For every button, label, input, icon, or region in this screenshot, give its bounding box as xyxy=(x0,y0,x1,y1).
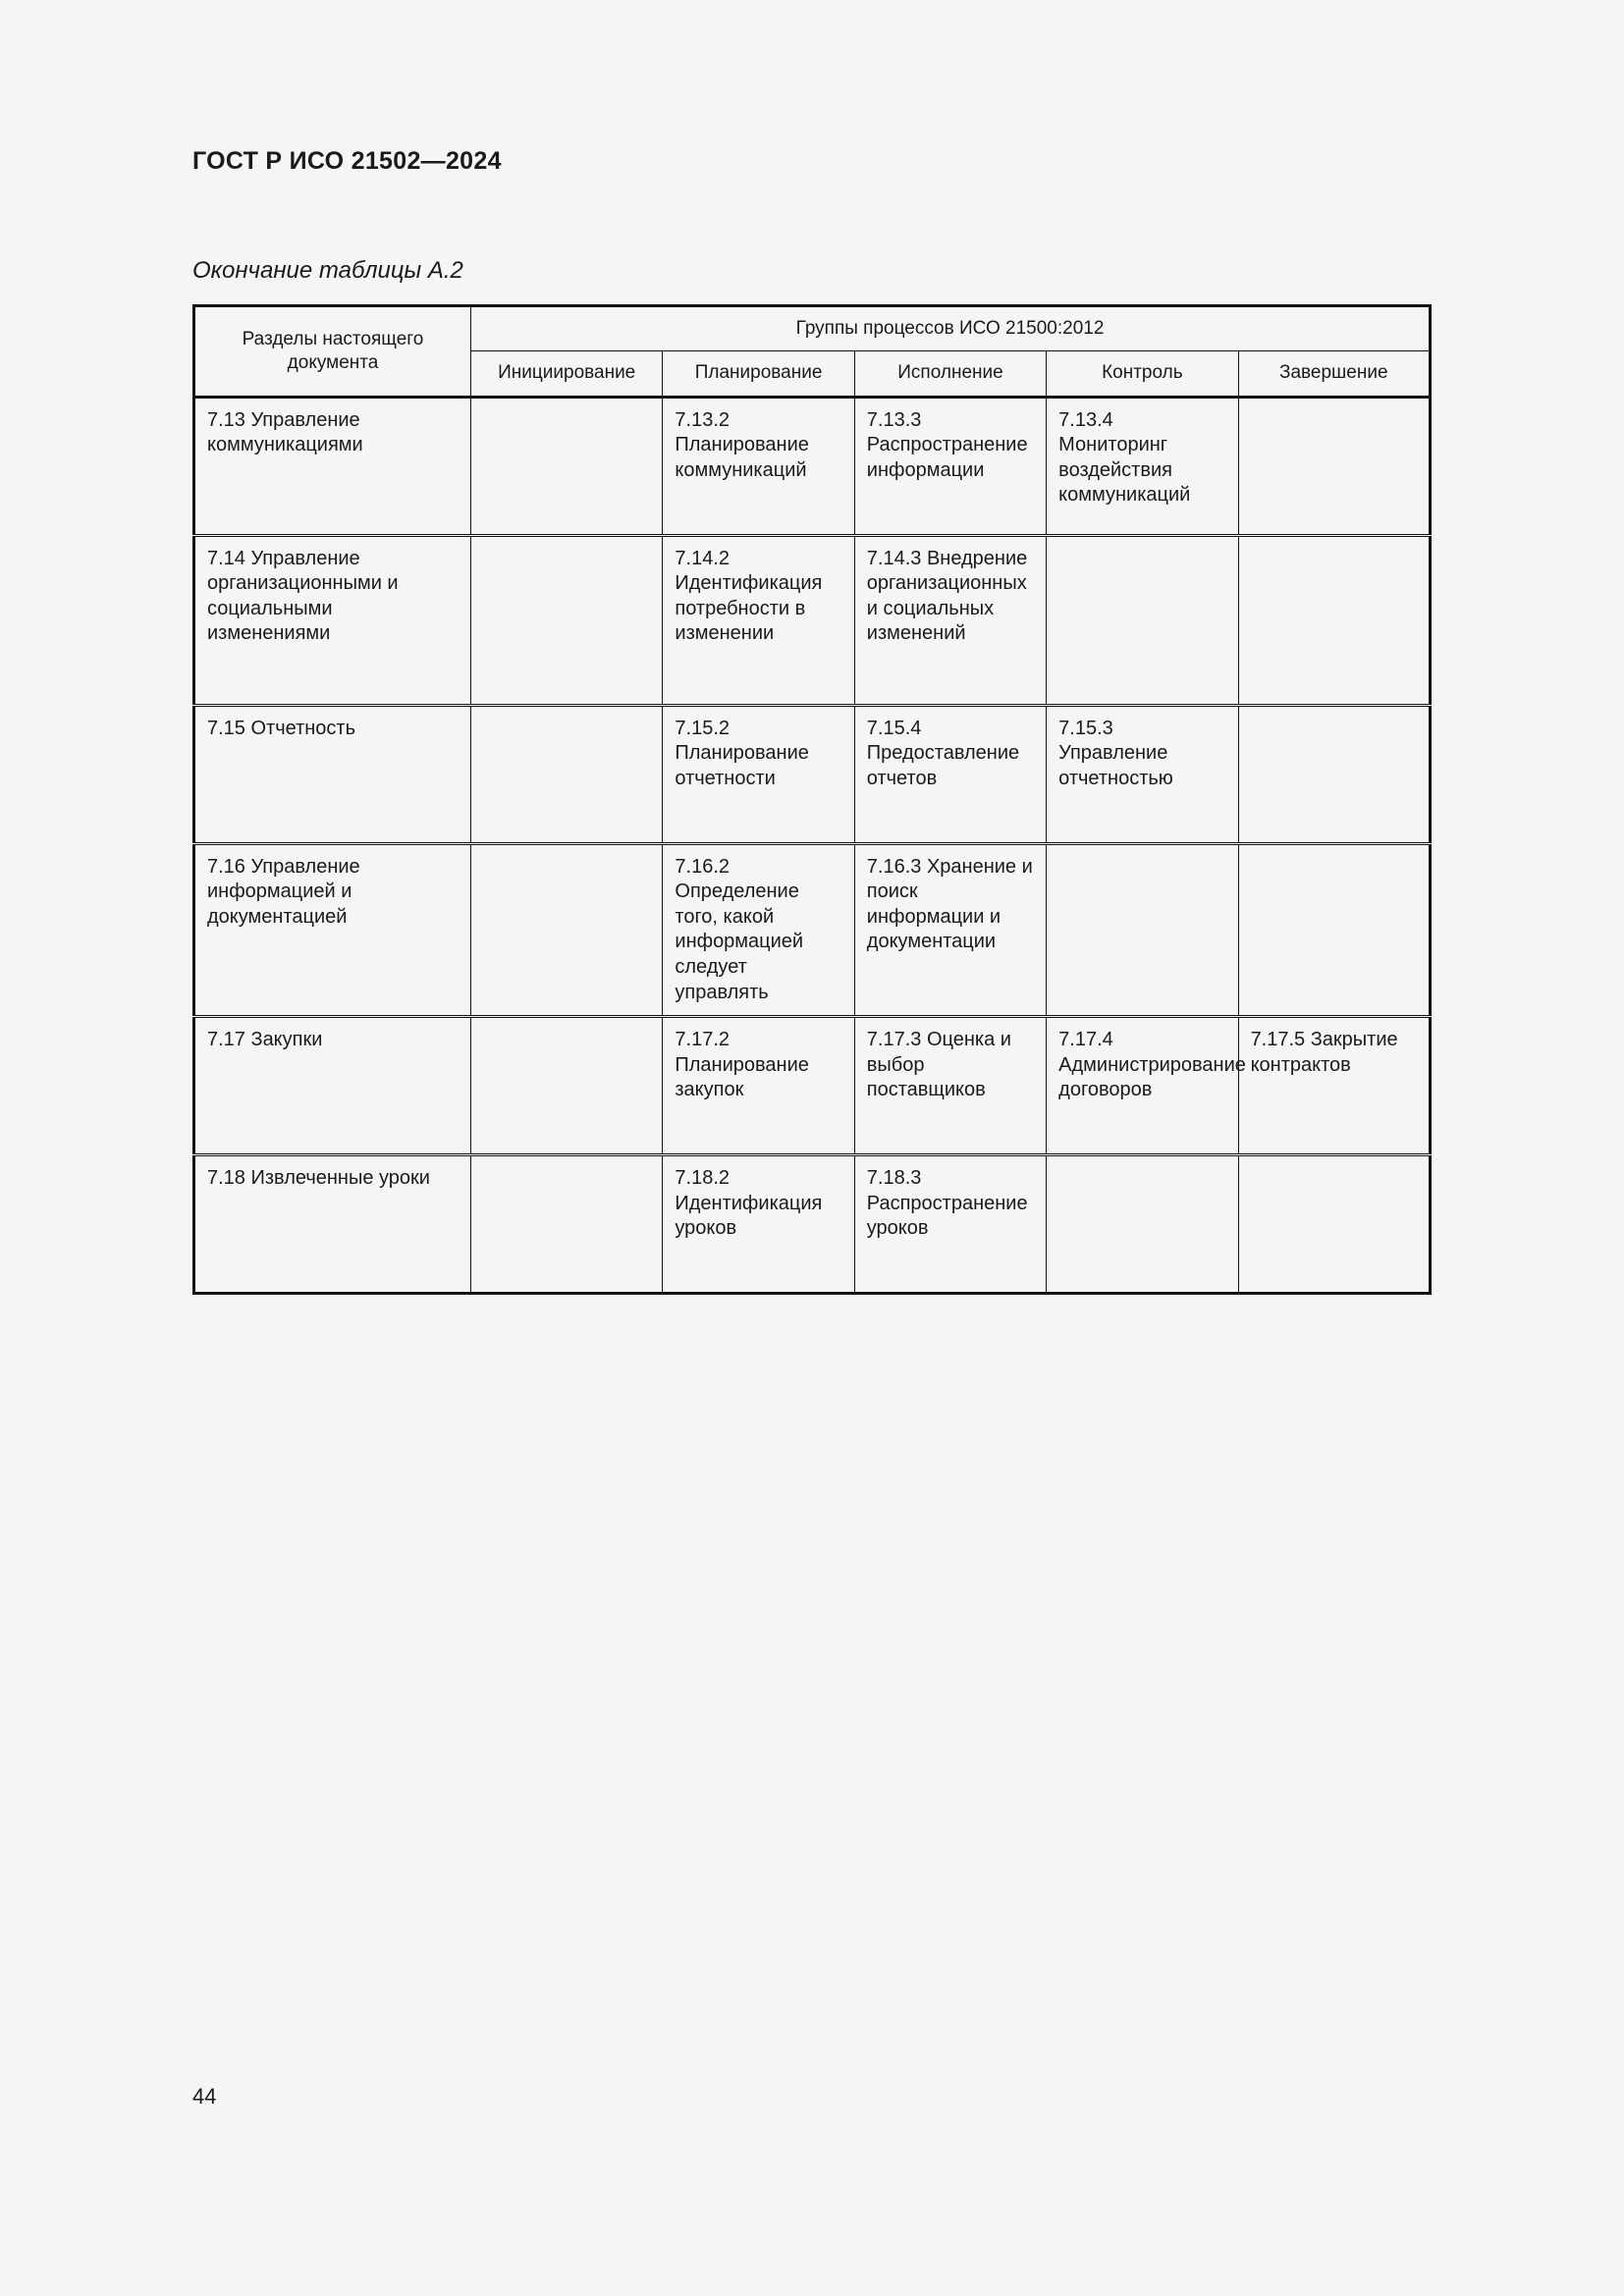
table-row xyxy=(194,843,1431,1017)
closing-header: Завершение xyxy=(1238,351,1430,397)
section-cell: 7.16 Управление информацией и документацией xyxy=(194,843,471,1017)
initiating-cell xyxy=(471,705,663,843)
section-column-header: Разделы настоящего документа xyxy=(194,306,471,398)
page-number: 44 xyxy=(192,2084,217,2109)
section-cell: 7.13 Управление коммуникациями xyxy=(194,397,471,535)
controlling-cell: 7.17.4 Администрирование договоров xyxy=(1047,1017,1238,1155)
table-row xyxy=(194,1155,1431,1294)
closing-cell xyxy=(1238,535,1430,705)
controlling-cell xyxy=(1047,1155,1238,1294)
implementing-cell: 7.14.3 Внедрение организационных и социальных изменений xyxy=(854,535,1046,705)
table-row xyxy=(194,397,1431,535)
controlling-cell: 7.15.3 Управление отчетностью xyxy=(1047,705,1238,843)
section-cell: 7.15 Отчетность xyxy=(194,705,471,843)
planning-cell: 7.15.2 Планирование отчетности xyxy=(663,705,854,843)
implementing-cell: 7.17.3 Оценка и выбор поставщиков xyxy=(854,1017,1046,1155)
section-cell: 7.14 Управление организационными и социальными изменениями xyxy=(194,535,471,705)
implementing-cell: 7.18.3 Распространение уроков xyxy=(854,1155,1046,1294)
initiating-cell xyxy=(471,1155,663,1294)
initiating-cell xyxy=(471,1017,663,1155)
closing-cell xyxy=(1238,397,1430,535)
closing-cell xyxy=(1238,705,1430,843)
controlling-cell xyxy=(1047,843,1238,1017)
initiating-cell xyxy=(471,397,663,535)
initiating-cell xyxy=(471,843,663,1017)
process-groups-header: Группы процессов ИСО 21500:2012 xyxy=(471,306,1431,351)
implementing-cell: 7.16.3 Хранение и поиск информации и документации xyxy=(854,843,1046,1017)
implementing-cell: 7.15.4 Предоставление отчетов xyxy=(854,705,1046,843)
table-row xyxy=(194,1017,1431,1155)
process-groups-table xyxy=(192,304,1432,1295)
initiating-cell xyxy=(471,535,663,705)
implementing-header: Исполнение xyxy=(854,351,1046,397)
closing-cell xyxy=(1238,843,1430,1017)
planning-cell: 7.13.2 Планирование коммуникаций xyxy=(663,397,854,535)
controlling-cell: 7.13.4 Мониторинг воздействия коммуникаций xyxy=(1047,397,1238,535)
implementing-cell: 7.13.3 Распространение информации xyxy=(854,397,1046,535)
table-caption: Окончание таблицы А.2 xyxy=(192,257,463,284)
controlling-cell xyxy=(1047,535,1238,705)
section-cell: 7.18 Извлеченные уроки xyxy=(194,1155,471,1294)
planning-cell: 7.17.2 Планирование закупок xyxy=(663,1017,854,1155)
table-row xyxy=(194,535,1431,705)
planning-cell: 7.16.2 Определение того, какой информацией следует управлять xyxy=(663,843,854,1017)
planning-header: Планирование xyxy=(663,351,854,397)
section-cell: 7.17 Закупки xyxy=(194,1017,471,1155)
document-header: ГОСТ Р ИСО 21502—2024 xyxy=(192,147,502,175)
closing-cell xyxy=(1238,1155,1430,1294)
table-row xyxy=(194,705,1431,843)
planning-cell: 7.18.2 Идентификация уроков xyxy=(663,1155,854,1294)
closing-cell: 7.17.5 Закрытие контрактов xyxy=(1238,1017,1430,1155)
planning-cell: 7.14.2 Идентификация потребности в изменении xyxy=(663,535,854,705)
controlling-header: Контроль xyxy=(1047,351,1238,397)
initiating-header: Инициирование xyxy=(471,351,663,397)
